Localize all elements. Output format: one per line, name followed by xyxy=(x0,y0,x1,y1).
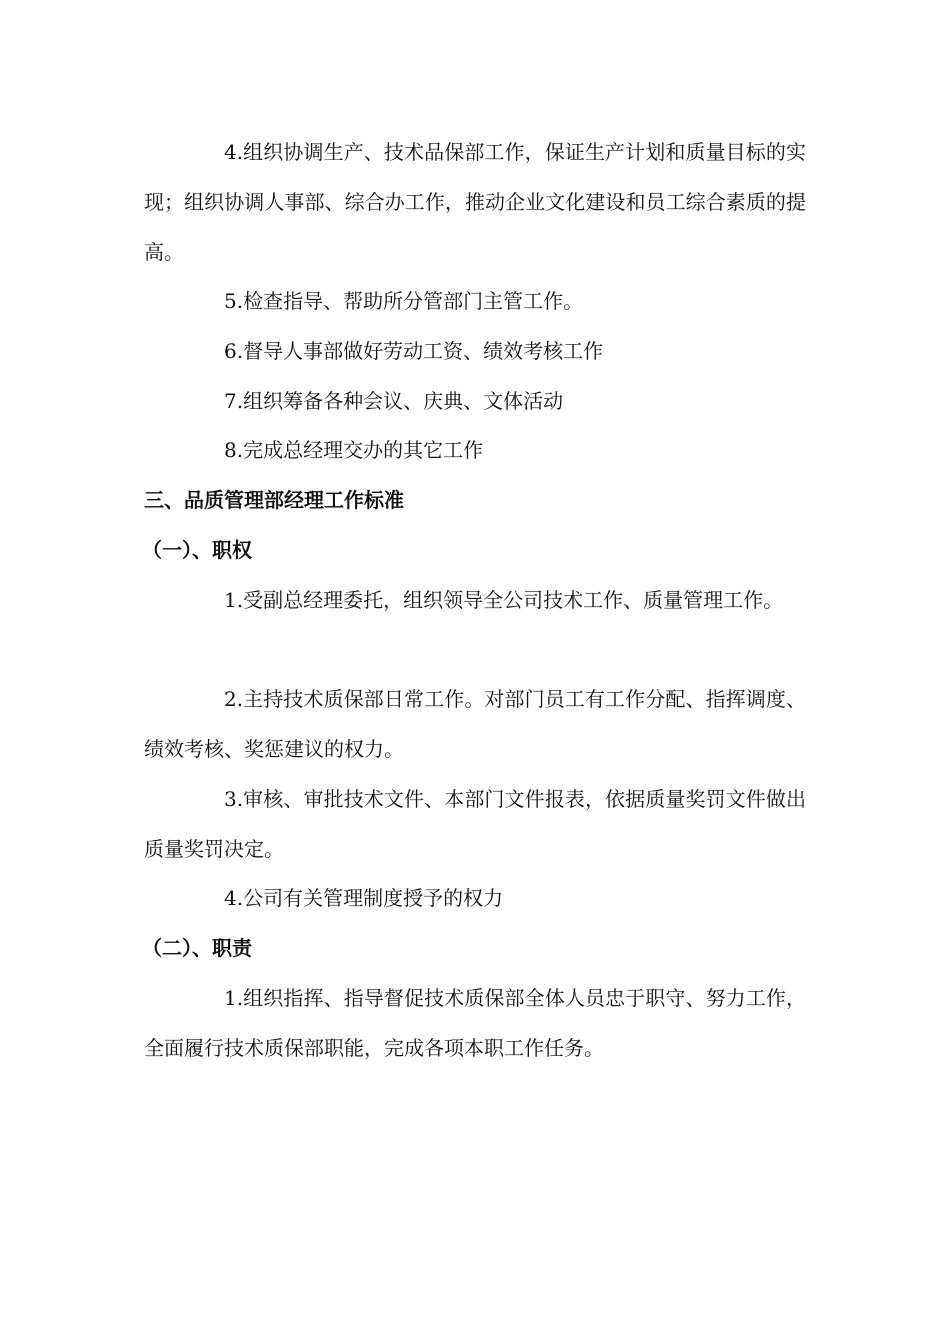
paragraph-item-8: 8.完成总经理交办的其它工作 xyxy=(224,438,484,462)
subsection-title-duties: （二）、职责 xyxy=(142,936,252,960)
duty-item-1: 1.组织指挥、指导督促技术质保部全体人员忠于职守、努力工作，全面履行技术质保部职能，完成各项本职工作任务。 xyxy=(144,986,806,1060)
paragraph-item-5: 5.检查指导、帮助所分管部门主管工作。 xyxy=(224,289,584,313)
paragraph-item-7: 7.组织筹备各种会议、庆典、文体活动 xyxy=(224,389,564,413)
authority-item-2: 2.主持技术质保部日常工作。对部门员工有工作分配、指挥调度、绩效考核、奖惩建议的权力。 xyxy=(144,687,806,761)
paragraph-item-4: 4.组织协调生产、技术品保部工作，保证生产计划和质量目标的实现；组织协调人事部、综合办工作，推动企业文化建设和员工综合素质的提高。 xyxy=(144,140,806,264)
section-title: 三、品质管理部经理工作标准 xyxy=(144,488,404,512)
authority-item-3: 3.审核、审批技术文件、本部门文件报表，依据质量奖罚文件做出质量奖罚决定。 xyxy=(144,787,806,861)
subsection-title-authority: （一）、职权 xyxy=(142,538,252,562)
authority-item-4: 4.公司有关管理制度授予的权力 xyxy=(224,886,504,910)
paragraph-item-6: 6.督导人事部做好劳动工资、绩效考核工作 xyxy=(224,339,604,363)
authority-item-1: 1.受副总经理委托，组织领导全公司技术工作、质量管理工作。 xyxy=(224,588,784,612)
